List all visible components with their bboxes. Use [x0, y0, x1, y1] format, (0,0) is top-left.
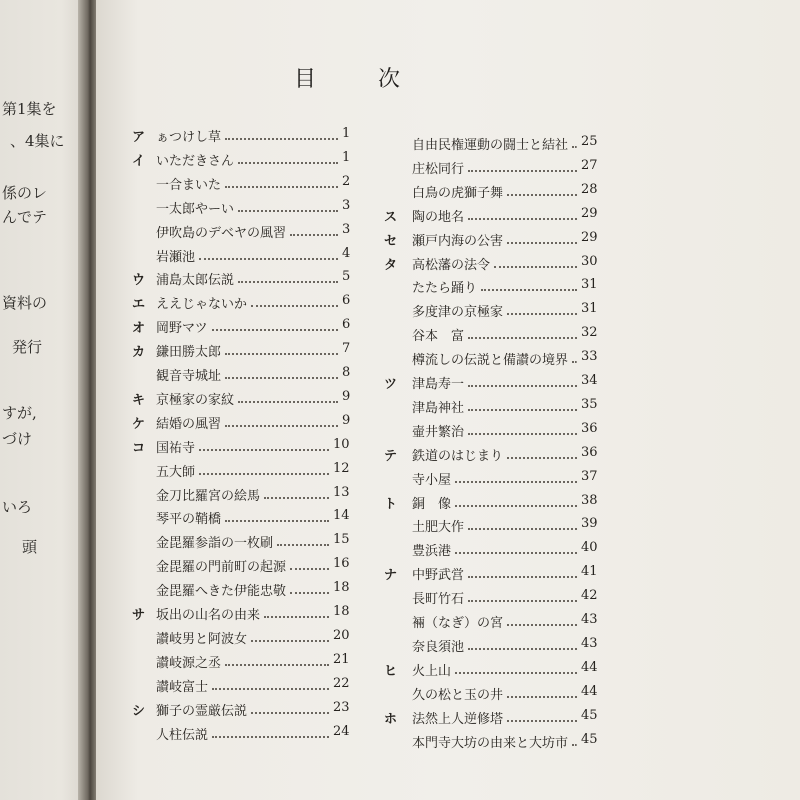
dot-leader — [572, 146, 577, 148]
title-char: 次 — [378, 67, 401, 92]
toc-entry — [384, 230, 598, 250]
dot-leader — [507, 720, 577, 722]
kana-index: テ — [384, 448, 398, 464]
kana-index: ア — [132, 130, 146, 145]
page-number: 7 — [342, 341, 351, 357]
kana-index: イ — [132, 153, 146, 169]
entry-title: 金毘羅の門前町の起源 — [156, 560, 287, 576]
dot-leader — [212, 736, 329, 738]
entry-title: 瀬戸内海の公害 — [412, 233, 504, 249]
dot-leader — [507, 624, 577, 626]
page-number: 22 — [333, 675, 350, 691]
entry-title: 国祐寺 — [156, 440, 196, 456]
entry-title: 観音寺城址 — [156, 369, 222, 384]
kana-index: セ — [384, 233, 398, 249]
toc-entry — [132, 269, 350, 289]
page-number: 16 — [333, 556, 350, 572]
dot-leader — [494, 266, 577, 268]
page-number: 3 — [342, 197, 351, 213]
entry-title: 人柱伝説 — [156, 727, 209, 743]
entry-title: 多度津の京極家 — [412, 305, 504, 321]
dot-leader — [507, 457, 577, 459]
entry-title: 京極家の家紋 — [156, 392, 235, 408]
toc-entry — [384, 158, 598, 178]
page-number: 14 — [333, 508, 350, 524]
dot-leader — [199, 473, 329, 475]
dot-leader — [251, 640, 329, 642]
entry-title: 樽流しの伝説と備讃の境界 — [412, 353, 569, 369]
kana-index: ケ — [132, 416, 146, 432]
kana-index: キ — [132, 392, 146, 408]
page-number: 39 — [581, 516, 598, 532]
entry-title: 金毘羅参詣の一枚刷 — [156, 536, 274, 552]
dot-leader — [238, 210, 338, 212]
page-number: 31 — [581, 277, 598, 293]
dot-leader — [468, 218, 577, 220]
toc-entry — [384, 684, 598, 704]
toc-entry — [384, 708, 598, 728]
toc-entry — [132, 437, 350, 457]
page-number: 9 — [342, 388, 351, 404]
dot-leader — [251, 305, 338, 307]
toc-entry — [384, 564, 598, 584]
entry-title: 津島寿一 — [412, 377, 465, 392]
dot-leader — [572, 361, 577, 363]
entry-title: 坂出の山名の由来 — [156, 608, 261, 623]
toc-entry — [132, 724, 350, 744]
toc-entry — [384, 134, 598, 154]
dot-leader — [507, 696, 577, 698]
dot-leader — [455, 552, 577, 554]
page-number: 38 — [581, 492, 598, 508]
entry-title: いただきさん — [156, 153, 235, 169]
page-title — [96, 62, 800, 92]
page-number: 31 — [581, 301, 598, 317]
kana-index: オ — [132, 321, 146, 337]
toc-entry — [132, 150, 350, 170]
dot-leader — [212, 329, 338, 331]
dot-leader — [264, 497, 329, 499]
dot-leader — [225, 425, 338, 427]
entry-title: 豊浜港 — [412, 544, 452, 560]
dot-leader — [277, 544, 329, 546]
entry-title: ぁつけし草 — [156, 130, 222, 145]
entry-title: 獅子の霊厳伝説 — [156, 703, 248, 719]
title-char: 目 — [294, 67, 317, 92]
entry-title: 浦島太郎伝説 — [156, 273, 235, 289]
toc-page — [96, 0, 800, 800]
left-page-fragment: づけ — [2, 430, 33, 448]
entry-title: 琴平の鞘橋 — [156, 512, 222, 528]
toc-entry — [132, 341, 350, 361]
dot-leader — [468, 337, 577, 339]
toc-entry — [132, 174, 350, 194]
dot-leader — [468, 170, 577, 172]
dot-leader — [225, 520, 329, 522]
dot-leader — [225, 377, 338, 379]
kana-index: ツ — [384, 377, 398, 392]
left-page-fragment: 資料の — [2, 294, 48, 312]
entry-title: 讃岐源之丞 — [156, 655, 222, 671]
entry-title: 五大師 — [156, 464, 196, 480]
toc-entry — [132, 508, 350, 528]
page-number: 42 — [581, 588, 598, 604]
page-number: 2 — [342, 173, 351, 189]
page-number: 27 — [581, 157, 598, 173]
entry-title: 伊吹島のデベヤの風習 — [156, 225, 287, 241]
kana-index: コ — [132, 440, 146, 456]
entry-title: 中野武営 — [412, 568, 465, 584]
page-number: 37 — [581, 468, 598, 484]
dot-leader — [225, 353, 338, 355]
kana-index: エ — [132, 297, 146, 313]
toc-entry — [132, 532, 350, 552]
page-number: 9 — [342, 412, 351, 428]
toc-entry — [132, 485, 350, 505]
page-number: 25 — [581, 134, 598, 149]
entry-title: 自由民権運動の闘士と結社 — [412, 138, 569, 153]
dot-leader — [251, 712, 329, 714]
dot-leader — [507, 313, 577, 315]
left-page — [0, 0, 88, 800]
kana-index: サ — [132, 608, 146, 623]
page-number: 23 — [333, 699, 350, 715]
page-number: 43 — [581, 635, 598, 651]
toc-entry — [132, 652, 350, 672]
entry-title: 白鳥の虎獅子舞 — [412, 185, 504, 201]
page-number: 44 — [581, 683, 598, 699]
entry-title: 本門寺大坊の由来と大坊市 — [412, 735, 569, 751]
toc-entry — [384, 732, 598, 752]
toc-entry — [384, 397, 598, 417]
page-number: 43 — [581, 612, 598, 627]
toc-entry — [384, 349, 598, 369]
dot-leader — [468, 528, 577, 530]
entry-title: 岩瀬池 — [156, 249, 196, 265]
entry-title: 久の松と玉の井 — [412, 687, 504, 703]
entry-title: 谷本 富 — [412, 329, 465, 345]
dot-leader — [212, 688, 329, 690]
page-number: 44 — [581, 659, 598, 675]
entry-title: 寺小屋 — [412, 472, 452, 488]
kana-index: ウ — [132, 273, 146, 289]
page-number: 4 — [342, 245, 351, 261]
entry-title: 結婚の風習 — [156, 416, 222, 432]
toc-entry — [132, 556, 350, 576]
toc-entry — [384, 516, 598, 536]
entry-title: ええじゃないか — [156, 297, 248, 313]
dot-leader — [199, 449, 329, 451]
toc-entry — [132, 580, 350, 600]
dot-leader — [225, 186, 338, 188]
entry-title: 庄松同行 — [412, 161, 465, 177]
left-page-fragment: 第1集を — [2, 100, 57, 118]
dot-leader — [455, 505, 577, 507]
toc-entry — [384, 469, 598, 489]
dot-leader — [455, 672, 577, 674]
kana-index: タ — [384, 257, 398, 273]
entry-title: 長町竹石 — [412, 592, 465, 608]
left-page-fragment: 頭 — [22, 538, 38, 556]
left-page-fragment: 発行 — [12, 338, 43, 356]
toc-entry — [132, 365, 350, 385]
dot-leader — [507, 242, 577, 244]
page-number: 13 — [333, 484, 350, 500]
dot-leader — [225, 664, 329, 666]
toc-entry — [384, 636, 598, 656]
page-number: 3 — [342, 221, 351, 237]
toc-entry — [132, 628, 350, 648]
page-number: 33 — [581, 349, 598, 365]
page-number: 35 — [581, 396, 598, 412]
page-number: 36 — [581, 420, 598, 436]
left-page-fragment: 、4集に — [10, 132, 65, 150]
entry-title: たたら踊り — [412, 281, 478, 297]
toc-entry — [132, 293, 350, 313]
toc-entry — [132, 413, 350, 433]
toc-entry — [384, 540, 598, 560]
toc-entry — [384, 373, 598, 393]
dot-leader — [468, 433, 577, 435]
dot-leader — [290, 568, 329, 570]
toc-entry — [384, 493, 598, 513]
entry-title: 讃岐富士 — [156, 679, 209, 695]
kana-index: ヒ — [384, 663, 398, 679]
toc-entry — [132, 676, 350, 696]
dot-leader — [468, 409, 577, 411]
entry-title: 津島神社 — [412, 400, 465, 416]
dot-leader — [468, 648, 577, 650]
dot-leader — [290, 234, 338, 236]
entry-title: 鉄道のはじまり — [412, 448, 504, 464]
page-number: 5 — [342, 269, 351, 285]
entry-title: 讃岐男と阿波女 — [156, 631, 248, 647]
dot-leader — [238, 162, 338, 164]
page-number: 6 — [342, 317, 351, 333]
dot-leader — [468, 385, 577, 387]
page-number: 32 — [581, 325, 598, 341]
toc-entry — [132, 604, 350, 624]
dot-leader — [507, 194, 577, 196]
toc-entry — [384, 277, 598, 297]
kana-index: シ — [132, 703, 146, 719]
toc-entry — [384, 301, 598, 321]
page-number: 34 — [581, 373, 598, 388]
toc-entry — [384, 254, 598, 274]
entry-title: 一合まいた — [156, 177, 222, 193]
page-number: 1 — [342, 126, 351, 141]
entry-title: 火上山 — [412, 663, 452, 679]
dot-leader — [455, 481, 577, 483]
left-page-fragment: いろ — [2, 498, 33, 516]
kana-index: カ — [132, 345, 146, 361]
dot-leader — [225, 138, 338, 140]
entry-title: 陶の地名 — [412, 209, 465, 225]
page-number: 36 — [581, 444, 598, 460]
entry-title: 高松藩の法令 — [412, 257, 491, 273]
page-number: 30 — [581, 253, 598, 269]
toc-entry — [132, 222, 350, 242]
dot-leader — [199, 258, 338, 260]
page-number: 29 — [581, 205, 598, 221]
toc-entry — [384, 182, 598, 202]
toc-entry — [384, 588, 598, 608]
left-page-fragment: すが, — [2, 404, 37, 422]
entry-title: 金刀比羅宮の絵馬 — [156, 488, 261, 504]
dot-leader — [238, 281, 338, 283]
page-number: 45 — [581, 731, 598, 747]
dot-leader — [468, 600, 577, 602]
page-number: 15 — [333, 532, 350, 548]
page-number: 28 — [581, 181, 598, 197]
kana-index: ス — [384, 209, 398, 225]
entry-title: 奈良須池 — [412, 639, 465, 655]
entry-title: 裲（なぎ）の宮 — [412, 616, 504, 631]
left-page-fragment: んでテ — [2, 208, 48, 226]
page-number: 8 — [342, 365, 351, 380]
toc-entry — [132, 389, 350, 409]
toc-entry — [132, 198, 350, 218]
entry-title: 法然上人逆修塔 — [412, 711, 504, 727]
dot-leader — [572, 744, 577, 746]
toc-entry — [132, 317, 350, 337]
toc-entry — [384, 206, 598, 226]
toc-entry — [132, 126, 350, 146]
toc-entry — [384, 325, 598, 345]
entry-title: 壷井繁治 — [412, 424, 465, 440]
page-number: 21 — [333, 651, 350, 667]
page-number: 20 — [333, 627, 350, 643]
dot-leader — [290, 592, 329, 594]
page-number: 18 — [333, 580, 350, 596]
toc-entry — [384, 445, 598, 465]
toc-entry — [384, 660, 598, 680]
page-number: 6 — [342, 293, 351, 309]
kana-index: ホ — [384, 711, 398, 727]
dot-leader — [481, 289, 577, 291]
toc-entry — [132, 246, 350, 266]
entry-title: 岡野マツ — [156, 321, 208, 337]
page-number: 18 — [333, 604, 350, 619]
entry-title: 一太郎やーい — [156, 201, 235, 217]
page-number: 10 — [333, 436, 350, 452]
page-number: 40 — [581, 540, 598, 556]
page-number: 12 — [333, 460, 350, 476]
toc-entry — [132, 461, 350, 481]
toc-entry — [132, 700, 350, 720]
entry-title: 土肥大作 — [412, 520, 465, 536]
page-number: 24 — [333, 723, 350, 739]
dot-leader — [264, 616, 329, 618]
page-number: 29 — [581, 229, 598, 245]
entry-title: 金毘羅へきた伊能忠敬 — [156, 584, 287, 600]
dot-leader — [238, 401, 338, 403]
left-page-fragment: 係のレ — [2, 184, 48, 202]
kana-index: ト — [384, 496, 398, 512]
page-number: 1 — [342, 149, 351, 165]
page-number: 45 — [581, 707, 598, 723]
toc-entry — [384, 612, 598, 632]
entry-title: 鎌田勝太郎 — [156, 345, 222, 361]
dot-leader — [468, 576, 577, 578]
kana-index: ナ — [384, 568, 398, 584]
toc-entry — [384, 421, 598, 441]
entry-title: 銅 像 — [412, 496, 452, 512]
page-number: 41 — [581, 564, 598, 580]
